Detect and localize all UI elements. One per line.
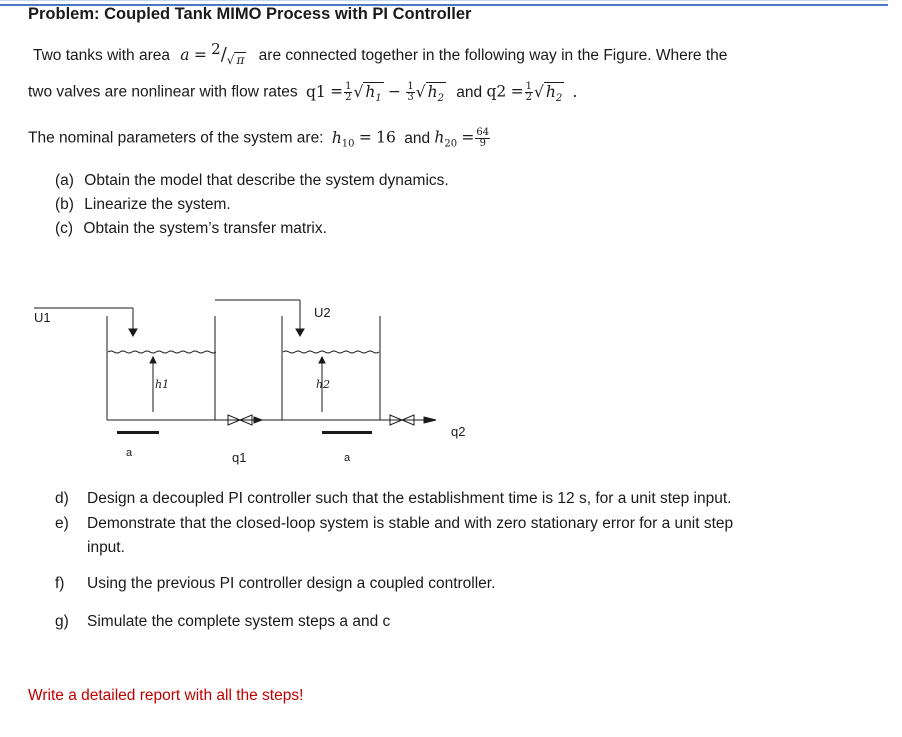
page-title: Problem: Coupled Tank MIMO Process with PI Controller — [28, 5, 472, 23]
sqrt-symbol: √ — [226, 53, 235, 67]
task-text: Obtain the system’s transfer matrix. — [83, 220, 327, 237]
area-bar-right — [322, 431, 372, 434]
nominal-prefix: The nominal parameters of the system are: — [28, 129, 324, 147]
area-label-right: a — [344, 452, 351, 464]
task-label: g) — [55, 613, 69, 630]
task-label: e) — [55, 515, 69, 532]
task-g — [55, 613, 391, 631]
and-word: and — [456, 83, 483, 101]
eq-sign-q1: = — [330, 82, 344, 101]
valve-q2-arrow — [424, 417, 436, 423]
eq-sign: = — [193, 46, 207, 64]
h20-symbol: h — [434, 128, 445, 147]
h10-symbol: h — [331, 128, 342, 147]
task-text: Obtain the model that describe the system dynamics. — [84, 172, 449, 189]
q2-label: q2 — [451, 424, 466, 439]
u2-arrow — [296, 329, 304, 336]
task-label: d) — [55, 490, 69, 507]
u1-arrow — [129, 329, 137, 336]
eq-sign-h20: = — [461, 128, 475, 147]
minus-sign: − — [388, 82, 402, 101]
h2-arrow-head — [319, 357, 325, 363]
frac-num: 1 — [407, 81, 414, 92]
area-bar-left — [117, 431, 159, 434]
task-text: Demonstrate that the closed-loop system is stable and with zero stationary error for a unit step — [87, 515, 734, 532]
h2-sub: 2 — [555, 92, 563, 104]
frac-num: 64 — [476, 127, 490, 138]
var-a: a — [180, 46, 190, 64]
u2-label: U2 — [314, 305, 331, 320]
report-instruction: Write a detailed report with all the steps! — [28, 687, 304, 704]
eq-sign-q2: = — [510, 82, 524, 101]
h20-sub: 20 — [444, 138, 458, 150]
frac-den: 3 — [407, 92, 414, 103]
frac-num: 1 — [525, 81, 532, 92]
q2-symbol: q2 — [486, 82, 507, 101]
h1-arrow-head — [150, 357, 156, 363]
sqrt-h1: √ $h_1$ — [353, 82, 382, 104]
task-label: (b) — [55, 196, 74, 213]
task-d — [55, 490, 732, 508]
h10-value: 16 — [376, 128, 396, 147]
h2-symbol: h — [427, 82, 438, 101]
area-slash: / — [220, 44, 227, 65]
q1-symbol: q1 — [305, 82, 326, 101]
frac-den: 9 — [479, 138, 486, 149]
h10-sub: 10 — [341, 138, 355, 150]
task-label: (a) — [55, 172, 74, 189]
task-label: f) — [55, 575, 65, 592]
area-label-left: a — [126, 447, 133, 459]
frac-den: 2 — [525, 92, 532, 103]
and-word-2: and — [404, 129, 431, 147]
h1-label: h1 — [155, 378, 170, 391]
h1-symbol: h — [365, 82, 376, 101]
task-f — [55, 575, 496, 593]
sqrt-h2: √ $h_2$ — [415, 82, 444, 104]
pi-symbol: π — [236, 53, 245, 67]
intro-suffix: are connected together in the following way in the Figure. Where the — [258, 47, 728, 64]
tank2-water-level — [283, 351, 379, 353]
intro-prefix: Two tanks with area — [33, 47, 170, 64]
task-text: Linearize the system. — [84, 196, 231, 213]
task-text: Using the previous PI controller design a coupled controller. — [87, 575, 496, 592]
eq-sign-h10: = — [358, 128, 372, 147]
h2-symbol: h — [545, 82, 556, 101]
tank1-water-level — [108, 351, 216, 353]
flow-prefix: two valves are nonlinear with flow rates — [28, 83, 298, 101]
valve-q1-arrow — [254, 417, 262, 423]
area-numerator: 2 — [211, 40, 221, 58]
h2-label: h2 — [316, 378, 331, 391]
period: . — [572, 82, 578, 101]
u1-label: U1 — [34, 310, 51, 325]
q1-label: q1 — [232, 450, 247, 465]
sqrt-h2-b: √ $h_2$ — [533, 82, 563, 104]
task-label: (c) — [55, 220, 74, 237]
h1-sub: 1 — [375, 92, 382, 104]
frac-den: 2 — [345, 92, 352, 103]
task-text: input. — [87, 539, 125, 556]
task-text: Simulate the complete system steps a and c — [87, 613, 391, 630]
task-text: Design a decoupled PI controller such that the establishment time is 12 s, for a unit step input. — [87, 490, 732, 507]
task-e — [55, 515, 734, 533]
frac-num: 1 — [345, 81, 352, 92]
h2-sub: 2 — [437, 92, 444, 104]
